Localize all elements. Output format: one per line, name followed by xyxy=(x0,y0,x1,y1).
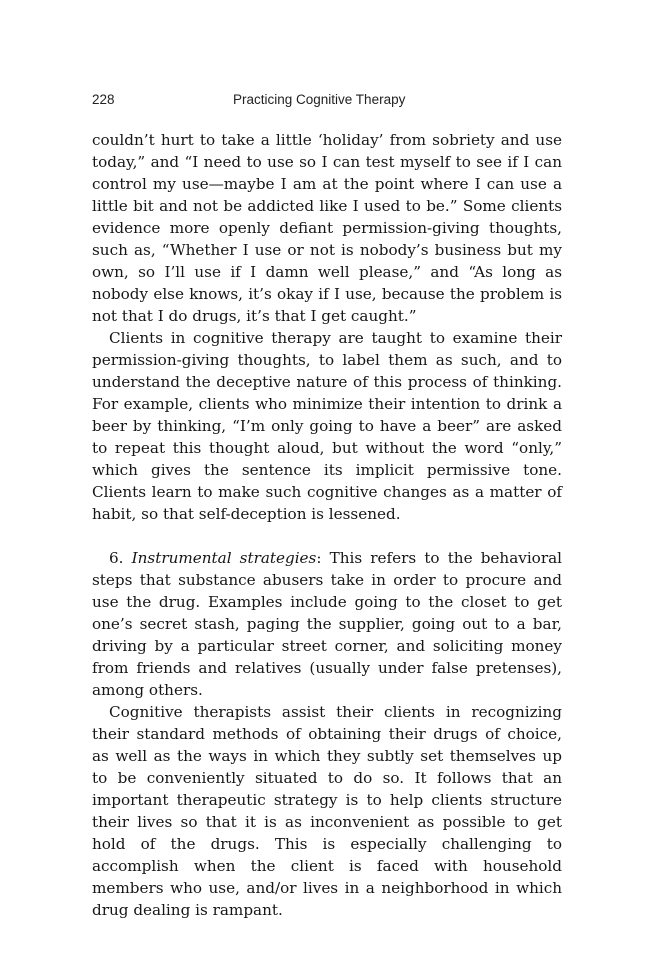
book-page xyxy=(92,92,562,921)
list-number: 6. xyxy=(109,549,124,567)
running-title: Practicing Cognitive Therapy xyxy=(233,92,406,107)
paragraph-cognitive-therapists: Cognitive therapists assist their clients in recognizing their standard methods of obtaining their drugs of choice, as well as the ways in which they subtly set themselves up to be conveniently situated to do so. It follows that an important therapeutic strategy is to help clients structure their lives so that it is as inconvenient as possible to get hold of the drugs. This is especially challenging to accomplish when the client is faced with household members who use, and/or lives in a neighborhood in which drug dealing is rampant. xyxy=(92,703,562,919)
paragraph-permission-giving: Clients in cognitive therapy are taught to examine their permission-giving thoughts, to label them as such, and to understand the deceptive nature of this process of thinking. For example, clients who minimize their intention to drink a beer by thinking, “I’m only going to have a beer” are asked to repeat this thought aloud, but without the word “only,” which gives the sentence its implicit permissive tone. Clients learn to make such cognitive changes as a matter of habit, so that self-deception is lessened. xyxy=(92,329,562,523)
paragraph-text: : This refers to the behavioral steps that substance abusers take in order to procure and use the drug. Examples include going to the closet to get one’s secret stash, paging the supplier, going out to a bar, driving by a particular street corner, and soliciting money from friends and relatives (usually under false pretenses), among others. xyxy=(92,549,562,699)
section-term: Instrumental strategies xyxy=(131,549,317,567)
paragraph-instrumental-strategies xyxy=(92,547,562,701)
page-number: 228 xyxy=(92,92,115,107)
running-head xyxy=(92,92,562,114)
paragraph-continued: couldn’t hurt to take a little ‘holiday’ from sobriety and use today,” and “I need to use so I can test myself to see if I can control my use—maybe I am at the point where I can use a little bit and not be addicted like I used to be.” Some clients evidence more openly defiant permission-giving thoughts, such as, “Whether I use or not is nobody’s business but my own, so I’ll use if I damn well please,” and “As long as nobody else knows, it’s okay if I use, because the problem is not that I do drugs, it’s that I get caught.” xyxy=(92,131,562,325)
body-text xyxy=(92,129,562,921)
